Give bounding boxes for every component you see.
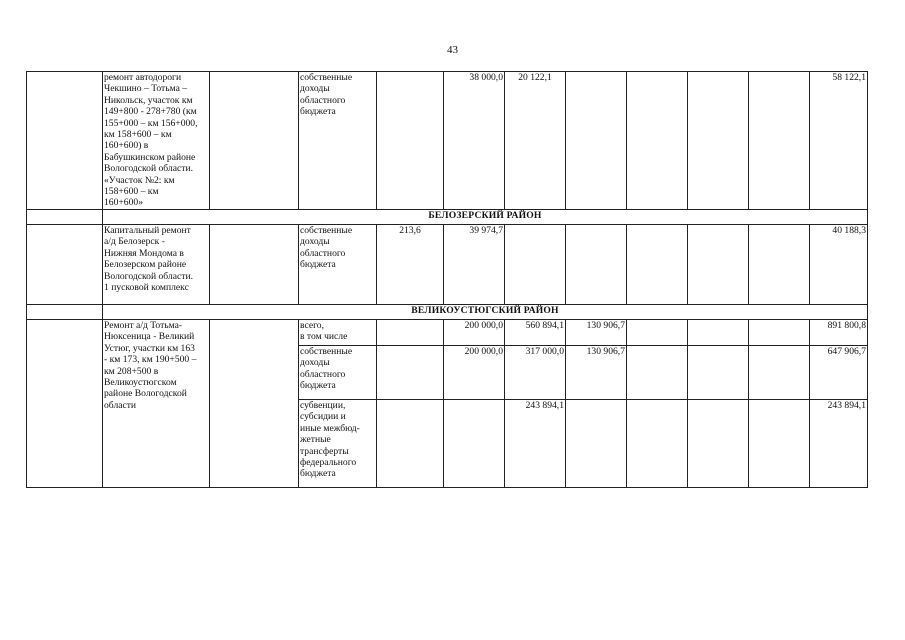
value-cell: 130 906,7 [566, 345, 627, 399]
table-row [27, 319, 868, 345]
section-row [27, 209, 868, 224]
value-cell [377, 345, 444, 399]
empty-cell [627, 319, 688, 345]
empty-cell [688, 319, 749, 345]
value-cell: 243 894,1 [505, 399, 566, 487]
page-number: 43 [447, 44, 458, 56]
empty-cell [688, 224, 749, 304]
empty-cell [627, 224, 688, 304]
value-cell [377, 319, 444, 345]
empty-cell [749, 399, 810, 487]
empty-cell [749, 345, 810, 399]
value-cell [505, 224, 566, 304]
empty-cell [688, 345, 749, 399]
value-cell: 20 122,1 [505, 72, 566, 210]
table-row [27, 224, 868, 304]
total-cell: 40 188,3 [810, 224, 868, 304]
row-number-cell [27, 224, 103, 304]
value-cell: 200 000,0 [444, 319, 505, 345]
object-name-cell: Капитальный ремонт а/д Белозерск - Нижняя Мондома в Белозерском районе Вологодской области. 1 пусковой комплекс [103, 224, 210, 304]
value-cell [377, 72, 444, 210]
empty-cell [688, 399, 749, 487]
empty-cell [210, 224, 299, 304]
value-cell [566, 399, 627, 487]
value-cell: 317 000,0 [505, 345, 566, 399]
value-cell: 38 000,0 [444, 72, 505, 210]
empty-cell [210, 72, 299, 210]
total-cell: 891 800,8 [810, 319, 868, 345]
row-number-cell [27, 319, 103, 487]
section-title: БЕЛОЗЕРСКИЙ РАЙОН [103, 209, 868, 224]
total-cell: 243 894,1 [810, 399, 868, 487]
empty-cell [749, 319, 810, 345]
value-cell [444, 399, 505, 487]
section-row [27, 304, 868, 319]
row-number-cell [27, 209, 103, 224]
section-title: ВЕЛИКОУСТЮГСКИЙ РАЙОН [103, 304, 868, 319]
row-number-cell [27, 304, 103, 319]
funding-source-cell: собственные доходы областного бюджета [299, 224, 377, 304]
table-row [27, 72, 868, 210]
value-cell: 213,6 [377, 224, 444, 304]
empty-cell [627, 72, 688, 210]
value-cell [377, 399, 444, 487]
funding-source-cell: собственные доходы областного бюджета [299, 345, 377, 399]
value-cell: 39 974,7 [444, 224, 505, 304]
total-cell: 58 122,1 [810, 72, 868, 210]
value-cell: 200 000,0 [444, 345, 505, 399]
empty-cell [749, 72, 810, 210]
value-cell: 130 906,7 [566, 319, 627, 345]
budget-table [26, 71, 868, 488]
object-name-cell: Ремонт а/д Тотьма- Нюксеница - Великий Устюг, участки км 163 - км 173, км 190+500 – км 208+500 в Великоустюгском районе Вологодской области [103, 319, 210, 487]
funding-source-cell: собственные доходы областного бюджета [299, 72, 377, 210]
total-cell: 647 906,7 [810, 345, 868, 399]
funding-source-cell: субвенции, субсидии и иные межбюд- жетные трансферты федерального бюджета [299, 399, 377, 487]
row-number-cell [27, 72, 103, 210]
value-cell [566, 224, 627, 304]
empty-cell [627, 399, 688, 487]
value-cell: 560 894,1 [505, 319, 566, 345]
empty-cell [627, 345, 688, 399]
empty-cell [210, 319, 299, 487]
empty-cell [688, 72, 749, 210]
funding-source-cell: всего, в том числе [299, 319, 377, 345]
empty-cell [749, 224, 810, 304]
value-cell [566, 72, 627, 210]
object-name-cell: ремонт автодороги Чекшино – Тотьма – Никольск, участок км 149+800 - 278+780 (км 155+000 – км 156+000, км 158+600 – км 160+600) в Бабушкинском районе Вологодской области. «Участок №2: км 158+600 – км 160+600» [103, 72, 210, 210]
